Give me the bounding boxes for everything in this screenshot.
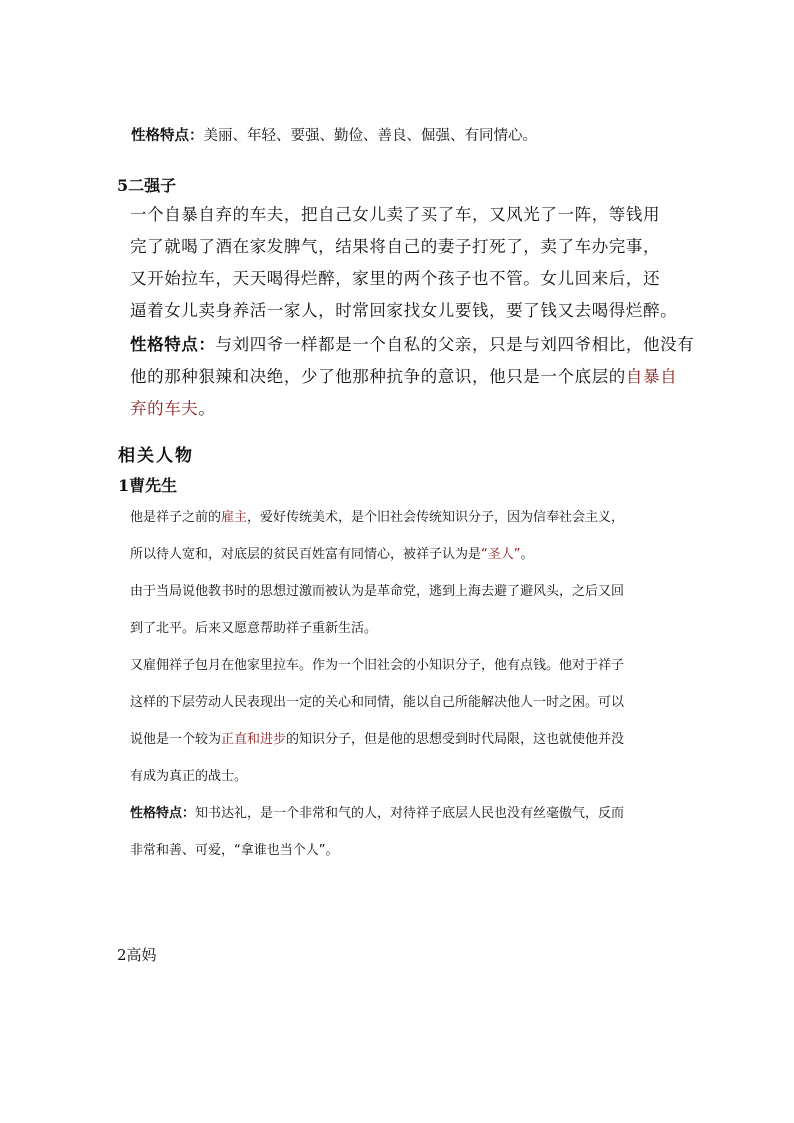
text: 他是祥子之前的 <box>130 510 222 525</box>
trait-label: 性格特点： <box>130 335 216 354</box>
section-title: 二强子 <box>128 176 177 195</box>
desc-line: 又雇佣祥子包月在他家里拉车。作为一个旧社会的小知识分子，他有点钱。他对于祥子 <box>130 658 625 673</box>
trait-line <box>130 393 694 425</box>
section-number: 1 <box>118 476 130 495</box>
section-heading-gaoma <box>117 944 157 965</box>
xiangzi-trait-line <box>131 119 537 153</box>
text: 。 <box>520 547 534 562</box>
trait-text: 与刘四爷一样都是一个自私的父亲，只是与刘四爷相比，他没有 <box>215 335 695 354</box>
section-heading-cao <box>118 473 177 496</box>
text: 说他是一个较为 <box>130 732 222 747</box>
desc-line <box>130 721 624 758</box>
erqiangzi-trait <box>130 329 694 425</box>
highlight-text: “圣人” <box>481 547 521 562</box>
trait-line <box>130 795 624 832</box>
desc-line <box>130 499 624 536</box>
section-title: 高妈 <box>126 946 157 964</box>
section-number: 5 <box>117 176 129 195</box>
desc-line: 由于当局说他教书时的思想过激而被认为是革命党，逃到上海去避了避风头，之后又回 <box>130 584 625 599</box>
trait-label: 性格特点： <box>130 806 196 821</box>
text: 所以待人宽和，对底层的贫民百姓富有同情心，被祥子认为是 <box>130 547 482 562</box>
section-heading-erqiangzi <box>117 173 176 196</box>
highlight-text: 正直和进步 <box>221 732 287 747</box>
trait-text: 美丽、年轻、要强、勤俭、善良、倔强、有同情心。 <box>203 128 537 144</box>
highlight-text: 雇主 <box>221 510 248 525</box>
trait-text: 。 <box>198 399 216 418</box>
trait-line <box>130 329 694 361</box>
desc-line: 一个自暴自弃的车夫，把自己女儿卖了买了车，又风光了一阵，等钱用 <box>130 205 661 224</box>
desc-line: 到了北平。后来又愿意帮助祥子重新生活。 <box>130 621 378 636</box>
desc-line: 逼着女儿卖身养活一家人，时常回家找女儿要钱，要了钱又去喝得烂醉。 <box>130 301 678 320</box>
trait-text: 知书达礼，是一个非常和气的人，对待祥子底层人民也没有丝毫傲气，反而 <box>195 806 625 821</box>
section-title: 曹先生 <box>129 476 178 495</box>
section-number: 2 <box>117 946 127 964</box>
erqiangzi-description <box>130 199 677 327</box>
cao-description <box>130 499 624 869</box>
desc-line: 又开始拉车，天天喝得烂醉，家里的两个孩子也不管。女儿回来后，还 <box>130 269 661 288</box>
text: ，爱好传统美术，是个旧社会传统知识分子，因为信奉社会主义， <box>247 510 625 525</box>
trait-line: 非常和善、可爱，“拿谁也当个人”。 <box>130 843 339 858</box>
desc-line: 这样的下层劳动人民表现出一定的关心和同情，能以自己所能解决他人一时之困。可以 <box>130 695 625 710</box>
text: 的知识分子，但是他的思想受到时代局限，这也就使他并没 <box>286 732 625 747</box>
related-heading: 相关人物 <box>118 446 194 466</box>
trait-label: 性格特点： <box>131 128 204 144</box>
desc-line: 完了就喝了酒在家发脾气，结果将自己的妻子打死了，卖了车办完事， <box>130 237 661 256</box>
trait-text: 他的那种狠辣和决绝，少了他那种抗争的意识，他只是一个底层的 <box>130 367 626 386</box>
desc-line <box>130 536 624 573</box>
highlight-text: 弃的车夫 <box>130 399 199 418</box>
highlight-text: 自暴自 <box>625 367 678 386</box>
trait-line <box>130 361 694 393</box>
desc-line: 有成为真正的战士。 <box>130 769 248 784</box>
